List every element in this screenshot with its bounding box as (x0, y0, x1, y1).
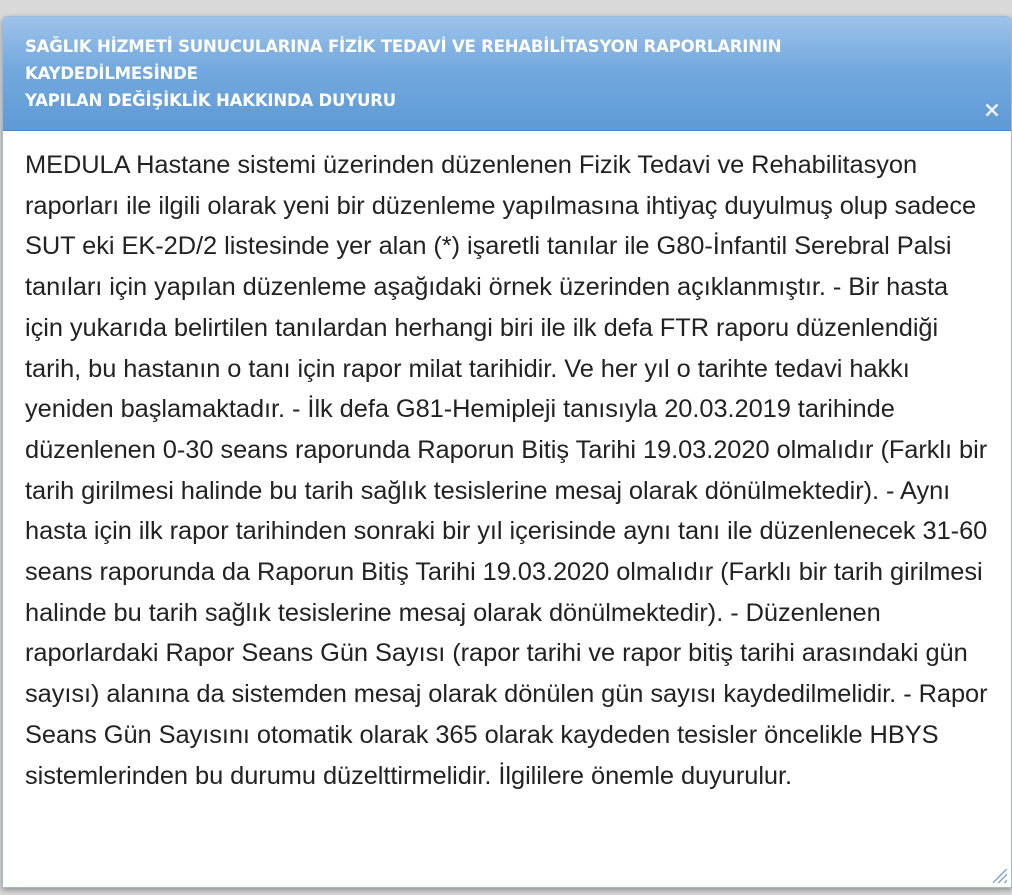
dialog-title: SAĞLIK HİZMETİ SUNUCULARINA FİZİK TEDAVİ VE REHABİLİTASYON RAPORLARININ KAYDEDİLMESİNDE YAPILAN DEĞİŞİKLİK HAKKINDA DUYURU (25, 37, 782, 110)
resize-handle-icon[interactable] (993, 869, 1007, 883)
announcement-text: MEDULA Hastane sistemi üzerinden düzenlenen Fizik Tedavi ve Rehabilitasyon raporları ile ilgili olarak yeni bir düzenleme yapılmasına ihtiyaç duyulmuş olup sadece SUT eki EK-2D/2 listesinde yer alan (*) işaretli tanılar ile G80-İnfantil Serebral Palsi tanıları için yapılan düzenleme aşağıdaki örnek üzerinden açıklanmıştır. - Bir hasta için yukarıda belirtilen tanılardan herhangi biri ile ilk defa FTR raporu düzenlendiği tarih, bu hastanın o tanı için rapor milat tarihidir. Ve her yıl o tarihte tedavi hakkı yeniden başlamaktadır. - İlk defa G81-Hemipleji tanısıyla 20.03.2019 tarihinde düzenlenen 0-30 seans raporunda Raporun Bitiş Tarihi 19.03.2020 olmalıdır (Farklı bir tarih girilmesi halinde bu tarih sağlık tesislerine mesaj olarak dönülmektedir). - Aynı hasta için ilk rapor tarihinden sonraki bir yıl içerisinde aynı tanı ile düzenlenecek 31-60 seans raporunda da Raporun Bitiş Tarihi 19.03.2020 olmalıdır (Farklı bir tarih girilmesi halinde bu tarih sağlık tesislerine mesaj olarak dönülmektedir). - Düzenlenen raporlardaki Rapor Seans Gün Sayısı (rapor tarihi ve rapor bitiş tarihi arasındaki gün sayısı) alanına da sistemden mesaj olarak dönülen gün sayısı kaydedilmelidir. - Rapor Seans Gün Sayısını otomatik olarak 365 olarak kaydeden tesisler öncelikle HBYS sistemlerinden bu durumu düzelttirmelidir. İlgililere önemle duyurulur. (25, 151, 988, 790)
dialog-content (3, 131, 1011, 796)
announcement-dialog (2, 16, 1012, 888)
dialog-titlebar[interactable] (3, 17, 1011, 131)
close-icon[interactable]: × (982, 98, 1002, 123)
